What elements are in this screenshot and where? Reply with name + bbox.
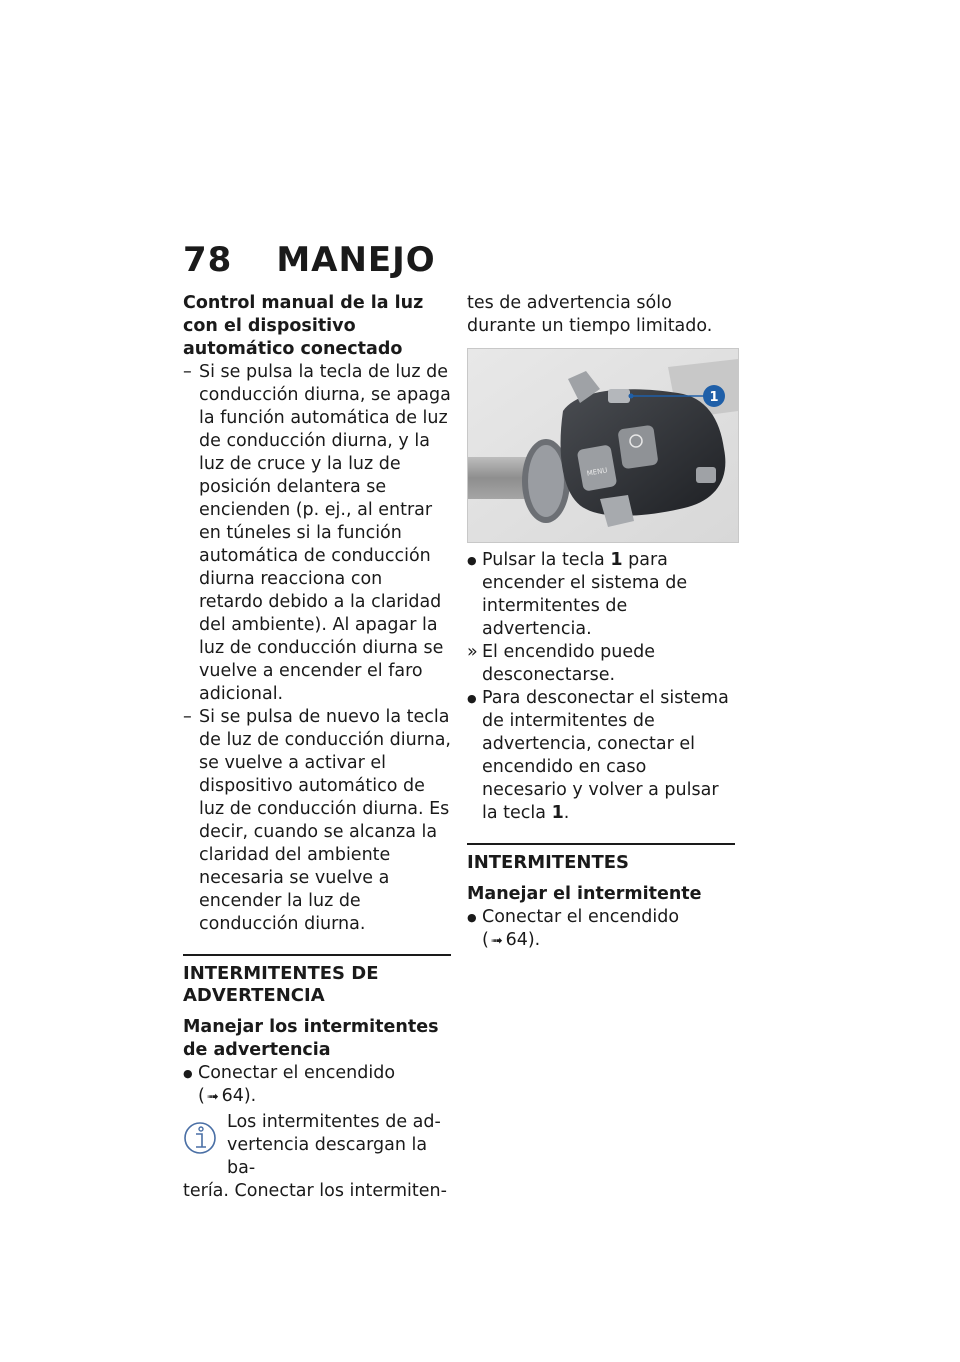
handlebar-switch-figure — [467, 348, 739, 543]
list-item — [183, 706, 451, 936]
bullet-marker: ● — [467, 554, 477, 567]
open-paren: ( — [482, 930, 489, 950]
list-item — [183, 1062, 451, 1109]
list-item — [467, 549, 735, 641]
note-line: tería. Conectar los intermiten- — [183, 1181, 447, 1201]
open-paren: ( — [198, 1086, 205, 1106]
list-item-text: El encendido puede desconectarse. — [482, 642, 656, 685]
key-number: 1 — [610, 550, 623, 570]
section-heading-hazard-lights: INTERMITENTES DE ADVERTENCIA — [183, 954, 451, 1007]
page-ref-arrow-icon: ➟ — [206, 1089, 219, 1105]
list-item — [467, 906, 735, 953]
subheading-hazard-lights: Manejar los intermitentes de advertencia — [183, 1017, 439, 1060]
section-heading-turn-signals: INTERMITENTES — [467, 843, 735, 874]
page-reference[interactable]: 64). — [505, 930, 541, 950]
list-item-text: . — [563, 803, 570, 823]
bullet-marker: ● — [183, 1067, 193, 1080]
info-icon — [183, 1117, 217, 1159]
info-note — [183, 1111, 451, 1203]
subheading-turn-signals: Manejar el intermitente — [467, 884, 702, 904]
list-item-text: Si se pulsa de nuevo la tecla de luz de conducción diurna, se vuelve a activar el dispositivo automático de luz de conducción diurna. Es decir, cuando se alcanza la claridad del ambiente necesaria se vuelve a encender la luz de conducción diurna. — [199, 707, 451, 934]
list-item-text: Para desconectar el sistema de intermitentes de advertencia, conectar el encendido en caso necesario y volver a pulsar la tecla — [482, 688, 729, 823]
right-column — [467, 292, 735, 953]
list-item-text: Conectar el encendido — [482, 907, 680, 927]
list-item-text: Conectar el encendido — [198, 1063, 396, 1083]
list-item — [467, 687, 735, 825]
page-header — [183, 240, 436, 280]
list-item-result — [467, 641, 735, 687]
page-number: 78 — [183, 240, 233, 280]
note-line: vertencia descargan la ba- — [227, 1135, 428, 1178]
callout-number: 1 — [709, 390, 719, 405]
page-ref-arrow-icon: ➟ — [490, 933, 503, 949]
heading-manual-control: Control manual de la luz con el dispositivo automático conectado — [183, 293, 424, 359]
left-column — [183, 292, 451, 1203]
page-reference[interactable]: 64). — [221, 1086, 257, 1106]
handlebar-switch-illustration — [468, 349, 738, 542]
bullet-marker: ● — [467, 692, 477, 705]
hazard-button — [608, 389, 630, 403]
key-number: 1 — [551, 803, 564, 823]
list-item-text: Si se pulsa la tecla de luz de conducción diurna, se apaga la función automática de luz de conducción diurna, y la luz de cruce y la luz de posición delantera se encienden (p. ej., al entrar en túneles si la función automática de conducción diurna reacciona con retardo debido a la claridad del ambiente). Al apagar la luz de conducción diurna se vuelve a encender el faro adicional. — [199, 362, 451, 704]
bullet-marker: ● — [467, 911, 477, 924]
list-item-text: para encender el sistema de intermitentes de advertencia. — [482, 550, 688, 639]
side-button — [696, 467, 716, 483]
dash-marker: – — [183, 707, 192, 727]
section-title: MANEJO — [276, 240, 436, 280]
list-item — [183, 361, 451, 706]
list-item-text: Pulsar la tecla — [482, 550, 605, 570]
result-marker: » — [467, 642, 478, 662]
note-line: Los intermitentes de ad- — [227, 1112, 441, 1132]
dash-marker: – — [183, 362, 192, 382]
note-continuation: tes de advertencia sólo durante un tiempo limitado. — [467, 293, 713, 336]
menu-label: MENU — [586, 466, 609, 478]
